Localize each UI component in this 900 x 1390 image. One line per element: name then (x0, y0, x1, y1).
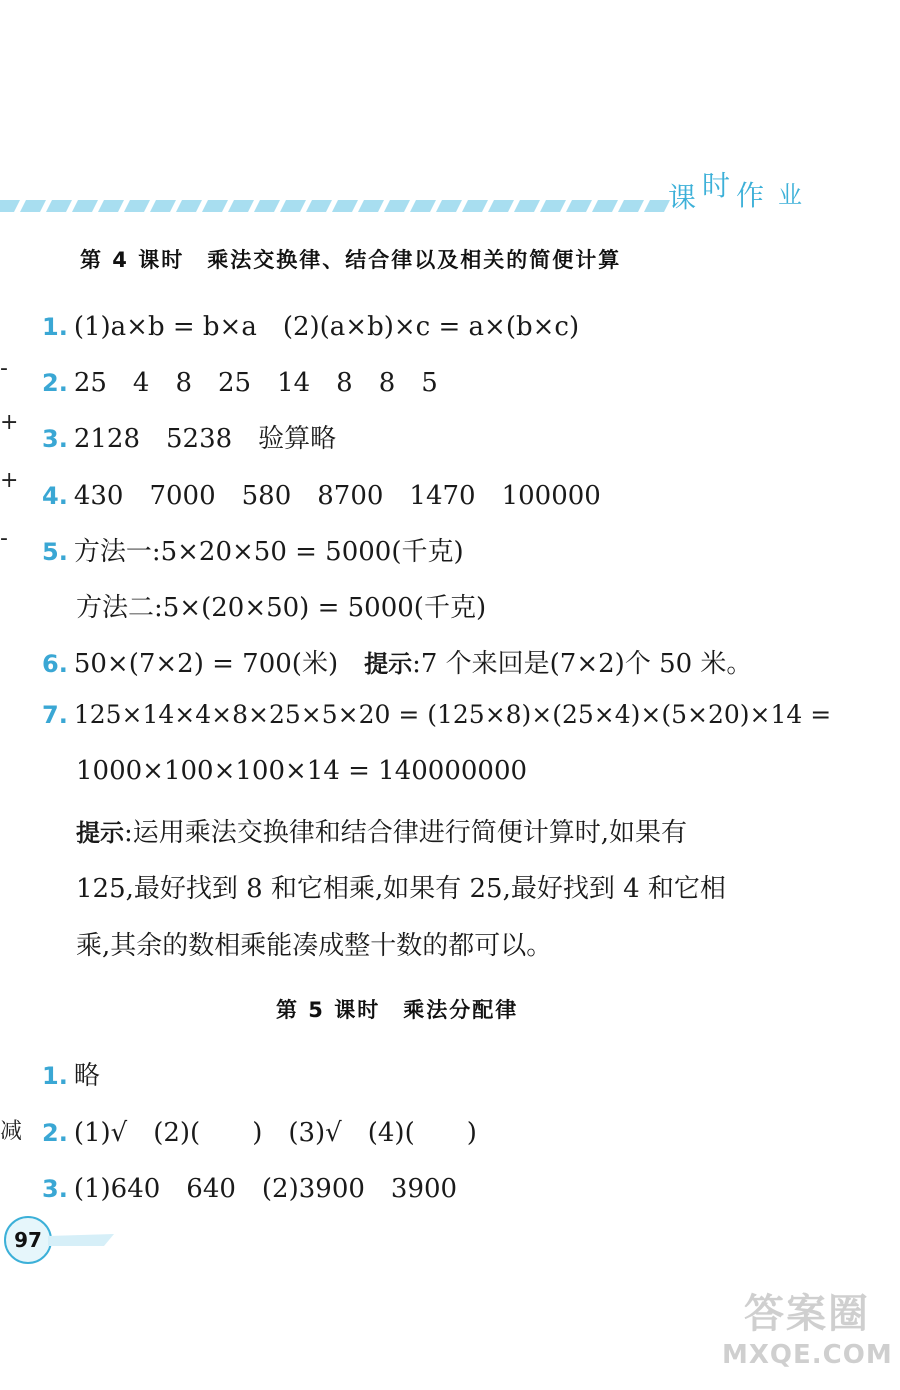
answer-text: 125,最好找到 8 和它相乘,如果有 25,最好找到 4 和它相 (76, 874, 726, 904)
answer-line (42, 306, 579, 343)
answer-line (42, 643, 752, 680)
answer-text: (1)640 640 (2)3900 3900 (73, 1174, 458, 1204)
header-tag-char: 时 (702, 169, 731, 202)
answer-number: 1. (42, 1062, 68, 1090)
answer-number: 4. (42, 482, 68, 510)
answer-text: 430 7000 580 8700 1470 100000 (73, 481, 601, 511)
margin-mark: - (0, 526, 8, 551)
answer-text: 2128 5238 验算略 (73, 424, 337, 454)
answer-text: (1)√ (2)( ) (3)√ (4)( ) (73, 1118, 477, 1148)
hint-label: 提示 (76, 819, 124, 847)
answer-line (42, 531, 464, 568)
answer-text: (1)a×b = b×a (2)(a×b)×c = a×(b×c) (73, 312, 580, 342)
margin-mark: - (0, 356, 8, 381)
answer-number: 2. (42, 1119, 68, 1147)
watermark-bottom: MXQE.COM (722, 1340, 893, 1370)
answer-text: 50×(7×2) = 700(米) (73, 649, 365, 679)
watermark-logo (722, 1288, 892, 1384)
header-tag-char: 作 (736, 179, 765, 212)
answer-number: 1. (42, 313, 68, 341)
answer-text: :运用乘法交换律和结合律进行简便计算时,如果有 (124, 818, 688, 848)
answer-text: 1000×100×100×14 = 140000000 (76, 756, 528, 786)
answer-text: 乘,其余的数相乘能凑成整十数的都可以。 (76, 931, 553, 961)
hint-label: 提示 (364, 650, 413, 678)
watermark-top: 答案圈 (744, 1291, 870, 1337)
lesson5-title: 第 5 课时 乘法分配律 (276, 998, 519, 1022)
answer-text: 125×14×4×8×25×5×20 = (125×8)×(25×4)×(5×20)×14 = (73, 700, 832, 729)
answer-text: 略 (73, 1061, 100, 1091)
header-tag-char: 业 (778, 181, 803, 209)
answer-number: 6. (42, 650, 68, 678)
header-dashed-band (0, 196, 680, 216)
answer-text: 方法一:5×20×50 = 5000(千克) (73, 537, 464, 567)
margin-mark: + (0, 410, 19, 435)
answer-line (42, 475, 601, 512)
header-tag (668, 168, 818, 220)
answer-line (76, 812, 687, 849)
answer-line (42, 700, 831, 729)
margin-mark: 减 (0, 1119, 23, 1144)
header-tag-char: 课 (668, 181, 697, 214)
margin-mark: + (0, 468, 19, 493)
answer-text: 方法二:5×(20×50) = 5000(千克) (76, 593, 487, 623)
answer-line (42, 362, 438, 399)
answer-line (76, 868, 726, 905)
hint-text: :7 个来回是(7×2)个 50 米。 (412, 649, 753, 679)
answer-line (76, 756, 527, 786)
answer-line (76, 587, 486, 624)
answer-line (42, 1168, 457, 1205)
page-number: 97 (4, 1216, 52, 1264)
lesson4-title: 第 4 课时 乘法交换律、结合律以及相关的简便计算 (80, 248, 622, 272)
answer-number: 2. (42, 369, 68, 397)
answer-line (42, 1112, 477, 1149)
answer-line (76, 925, 552, 962)
answer-line (42, 418, 336, 455)
answer-number: 5. (42, 538, 68, 566)
answer-line (42, 1055, 100, 1092)
answer-number: 7. (42, 701, 68, 729)
answer-number: 3. (42, 425, 68, 453)
answer-number: 3. (42, 1175, 68, 1203)
answer-text: 25 4 8 25 14 8 8 5 (73, 368, 438, 398)
page-number-decoration (48, 1232, 118, 1252)
